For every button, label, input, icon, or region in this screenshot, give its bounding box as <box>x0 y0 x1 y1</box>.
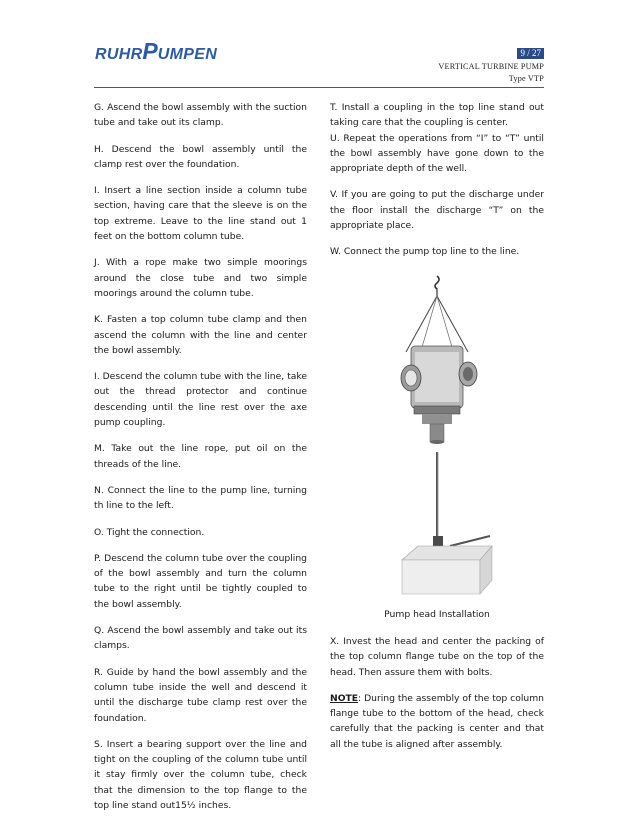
doc-type: Type VTP <box>508 74 544 83</box>
step-p: P. Descend the column tube over the coupling of the bowl assembly and turn the column tube to the right until be tightly coupled to the bowl assembly. <box>94 552 307 610</box>
step-n: N. Connect the line to the pump line, turning th line to the left. <box>94 484 307 512</box>
note-text: : During the assembly of the top column flange tube to the bottom of the head, check carefully that the packing is center and that all the tube is aligned after assembly. <box>330 692 544 750</box>
step-q: Q. Ascend the bowl assembly and take out its clamps. <box>94 625 307 652</box>
step-h: H. Descend the bowl assembly until the clamp rest over the foundation. <box>94 143 307 170</box>
step-s: S. Insert a bearing support over the line and tight on the coupling of the column tube until it stay firmly over the column tube, check that the dimension to the top flange to the top line stand out15½ inches. <box>94 738 307 811</box>
step-k: K. Fasten a top column tube clamp and then ascend the column with the line and center the bowl assembly. <box>94 314 307 356</box>
note-label: NOTE <box>330 692 359 704</box>
step-g: G. Ascend the bowl assembly with the suction tube and take out its clamp. <box>94 102 307 129</box>
header-rule <box>94 87 544 88</box>
step-v: V. If you are going to put the discharge under the floor install the discharge “T” on the appropriate place. <box>330 189 544 232</box>
figure-caption: Pump head Installation <box>384 609 490 620</box>
company-logo <box>95 40 217 63</box>
right-column-bottom <box>330 634 544 763</box>
pump-head-installation-figure <box>380 274 510 604</box>
page-number: 9 / 27 <box>517 48 544 59</box>
step-m: M. Take out the line rope, put oil on the threads of the line. <box>94 443 307 470</box>
right-column <box>330 100 544 271</box>
step-w: W. Connect the pump top line to the line. <box>330 246 520 258</box>
step-t: T. Install a coupling in the top line stand out taking care that the coupling is center. <box>330 102 544 129</box>
step-i: I. Insert a line section inside a column tube section, having care that the sleeve is on the top extreme. Leave to the line stand out 1 feet on the bottom column tube. <box>94 185 307 243</box>
logo-text-2: P <box>142 38 158 64</box>
logo-text-1: RUHR <box>95 46 143 63</box>
step-x: X. Invest the head and center the packing of the top column flange tube on the top of the head. Then assure them with bolts. <box>330 636 544 678</box>
step-r: R. Guide by hand the bowl assembly and the column tube inside the well and descend it until the discharge tube clamp rest over the foundation. <box>94 666 307 724</box>
note-paragraph <box>330 691 544 752</box>
doc-title: VERTICAL TURBINE PUMP <box>438 62 544 71</box>
step-l: I. Descend the column tube with the line, take out the thread protector and continue descending until the line rest over the axe pump coupling. <box>94 371 307 429</box>
step-u: U. Repeat the operations from “I” to “T” until the bowl assembly have gone down to the appropriate depth of the well. <box>330 132 544 175</box>
hoisted-pump-head-illustration <box>401 276 477 444</box>
logo-text-3: UMPEN <box>157 46 218 63</box>
step-j: J. With a rope make two simple moorings around the close tube and two simple moorings around the column tube. <box>94 257 307 299</box>
step-o: O. Tight the connection. <box>94 526 205 538</box>
left-column <box>94 100 307 824</box>
pump-head-on-base-illustration <box>402 452 492 594</box>
